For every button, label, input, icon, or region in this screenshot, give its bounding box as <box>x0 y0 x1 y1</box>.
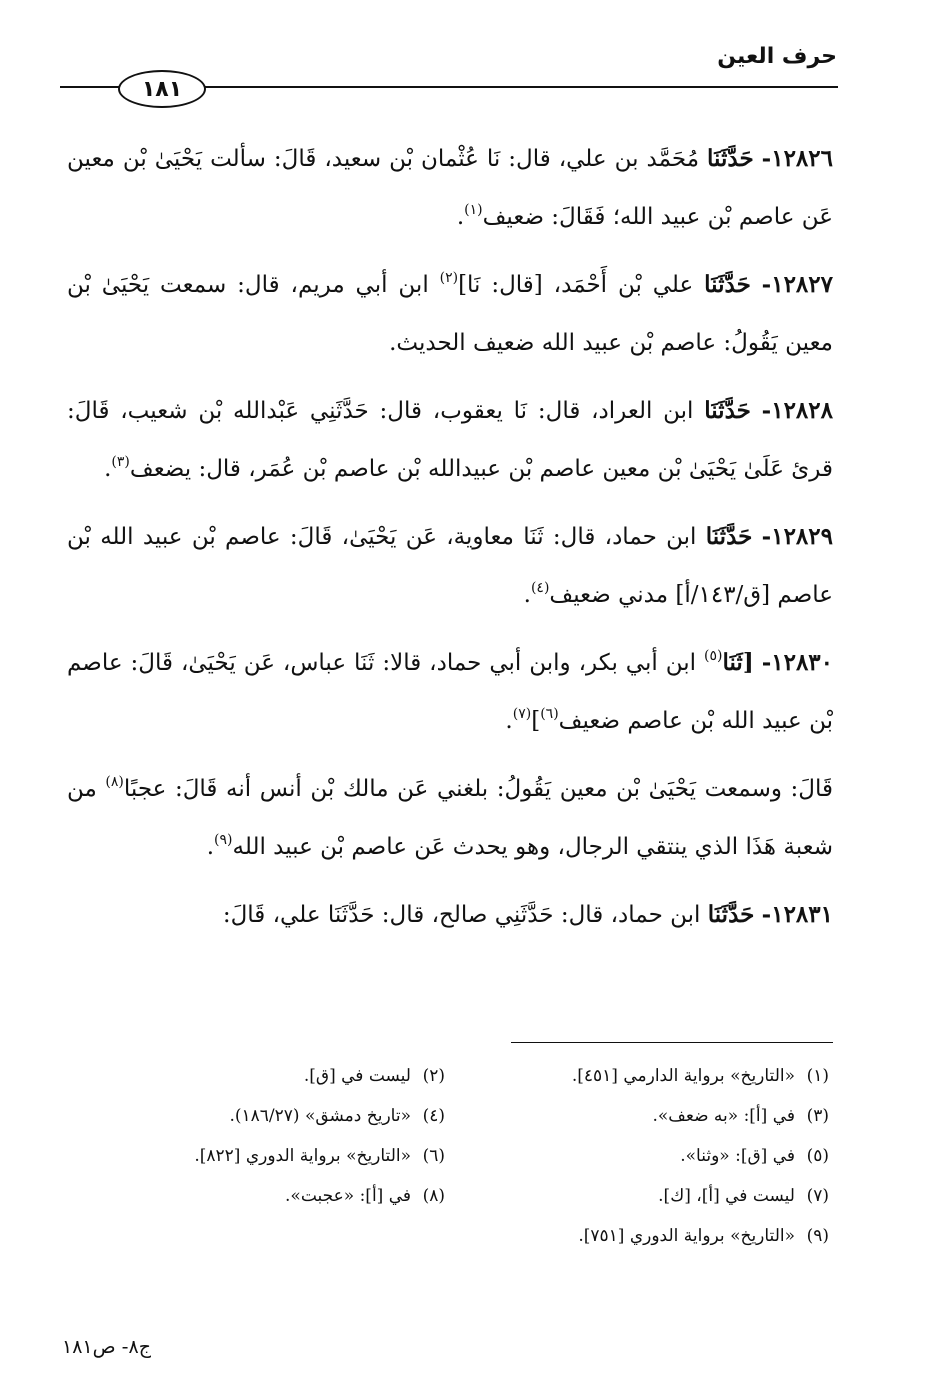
footnote-ref[interactable]: (٣) <box>111 454 130 470</box>
footnote-ref[interactable]: (١) <box>464 202 483 218</box>
entry-text: مُحَمَّد بن علي، قال: نَا عُثْمان بْن سعيد، قَالَ: سألت يَحْيَىٰ بْن معين عَن عاصم بْن عبيد الله؛ فَقَالَ: ضعيف <box>67 146 833 230</box>
footnotes <box>89 1056 829 1256</box>
footnote-4: (٤)«تاريخ دمشق» (١٨٦/٢٧). <box>229 1106 445 1126</box>
main-text <box>67 130 833 954</box>
narration-keyword: حَدَّثَنَا <box>707 145 754 172</box>
entry-12830-continuation <box>67 760 833 876</box>
narration-keyword: حَدَّثَنَا <box>707 901 755 928</box>
footnote-ref[interactable]: (٥) <box>704 648 723 664</box>
footnote-ref[interactable]: (٨) <box>105 774 124 790</box>
footnote-ref[interactable]: (٩) <box>214 832 233 848</box>
entry-number: ١٢٨٢٧- <box>761 271 833 298</box>
footnote-ref[interactable]: (٦) <box>540 706 559 722</box>
entry-text: من شعبة هَذَا الذي ينتقي الرجال، وهو يحدث عَن عاصم بْن عبيد الله <box>67 776 833 860</box>
footnote-6: (٦)«التاريخ» برواية الدوري [٨٢٢]. <box>194 1146 445 1166</box>
entry-number: ١٢٨٢٨- <box>761 397 833 424</box>
footnote-9: (٩)«التاريخ» برواية الدوري [٧٥١]. <box>578 1226 829 1246</box>
footnote-rule <box>511 1042 833 1043</box>
entry-tail: . <box>104 456 112 482</box>
footnote-2: (٢)ليست في [ق]. <box>303 1066 445 1086</box>
narration-keyword: حَدَّثَنَا <box>704 397 751 424</box>
footnote-1: (١)«التاريخ» برواية الدارمي [٤٥١]. <box>571 1066 829 1086</box>
entry-text: ابن أبي بكر، وابن أبي حماد، قالا: ثَنَا عباس، عَن يَحْيَىٰ، قَالَ: عاصم بْن عبيد الله بْن عاصم ضعيف <box>67 650 833 734</box>
footnote-ref[interactable]: (٢) <box>439 270 459 286</box>
footnote-5: (٥)في [ق]: «وثنا». <box>680 1146 829 1166</box>
entry-tail: . <box>206 834 215 860</box>
footnote-ref[interactable]: (٧) <box>512 706 532 722</box>
entry-12829 <box>67 508 833 624</box>
page-footer-reference: ج٨- ص١٨١ <box>62 1336 151 1358</box>
footnote-ref[interactable]: (٤) <box>530 580 550 596</box>
entry-12830 <box>67 634 833 750</box>
entry-12831 <box>67 886 833 944</box>
footnote-8: (٨)في [أ]: «عجبت». <box>285 1186 445 1206</box>
entry-number: ١٢٨٣١- <box>761 901 833 928</box>
entry-text: قَالَ: وسمعت يَحْيَىٰ بْن معين يَقُولُ: بلغني عَن مالك بْن أنس أنه قَالَ: عجبًا <box>123 776 833 802</box>
entry-tail: . <box>505 708 513 734</box>
narration-keyword: حَدَّثَنَا <box>704 271 751 298</box>
entry-tail: . <box>523 582 531 608</box>
entry-tail: . <box>456 204 465 230</box>
entry-text: ابن العراد، قال: نَا يعقوب، قال: حَدَّثَنِي عَبْدالله بْن شعيب، قَالَ: قرئ عَلَىٰ يَحْيَىٰ بْن معين عاصم بْن عبيدالله بْن عاصم بْن عُمَر، قال: يضعف <box>67 398 833 482</box>
entry-text: علي بْن أَحْمَد، [قال: نَا] <box>458 272 694 298</box>
page-number-badge: ١٨١ <box>118 70 206 108</box>
entry-number: ١٢٨٢٦- <box>761 145 833 172</box>
entry-text: ابن حماد، قال: حَدَّثَنِي صالح، قال: حَدَّثَنَا علي، قَالَ: <box>222 902 701 928</box>
entry-number: ١٢٨٢٩- <box>761 523 833 550</box>
entry-tail: ابن أبي مريم، قال: سمعت يَحْيَىٰ بْن معين يَقُولُ: عاصم بْن عبيد الله ضعيف الحديث. <box>67 272 833 356</box>
entry-number: ١٢٨٣٠- <box>761 649 834 676</box>
running-header-title: حرف العين <box>717 44 837 69</box>
entry-12827 <box>67 256 833 372</box>
entry-text: ابن حماد، قال: ثَنَا معاوية، عَن يَحْيَىٰ، قَالَ: عاصم بْن عبيد الله بْن عاصم [ق/١٤٣/أ] مدني ضعيف <box>67 524 833 608</box>
entry-12828 <box>67 382 833 498</box>
narration-keyword: [ثَنَا <box>722 649 754 676</box>
footnote-3: (٣)في [أ]: «به ضعف». <box>652 1106 829 1126</box>
footnote-7: (٧)ليست في [أ]، [ك]. <box>658 1186 829 1206</box>
entry-tail: ] <box>531 708 541 734</box>
entry-12826 <box>67 130 833 246</box>
narration-keyword: حَدَّثَنَا <box>705 523 753 550</box>
